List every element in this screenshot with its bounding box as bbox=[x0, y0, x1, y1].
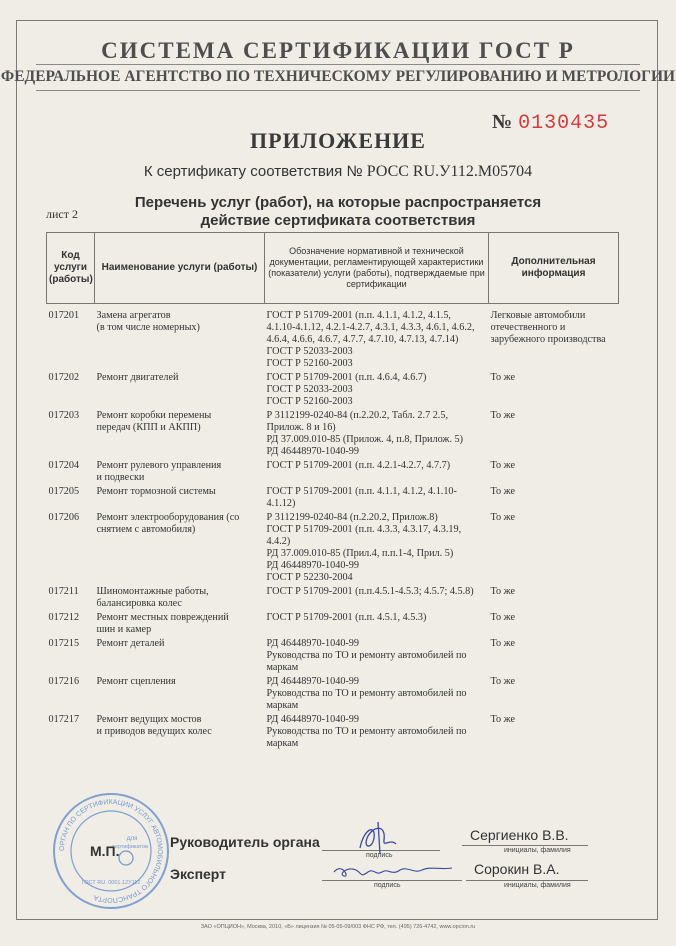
row-name bbox=[95, 371, 265, 409]
row-code: 017211 bbox=[48, 586, 79, 597]
row-name-line: балансировка колес bbox=[96, 598, 182, 609]
header-code: Код услуги (работы) bbox=[47, 233, 95, 304]
row-info bbox=[489, 459, 619, 485]
row-doc-line: Прилож. 8 и 16) bbox=[266, 422, 336, 433]
row-code: 017217 bbox=[48, 714, 80, 725]
appendix-title: ПРИЛОЖЕНИЕ bbox=[250, 128, 426, 153]
row-doc-line: РД 37.009.010-85 (Прилож. 4, п.8, Прилож. 5) bbox=[266, 434, 464, 445]
row-info-line: То же bbox=[490, 586, 516, 597]
row-info-line: То же bbox=[490, 714, 516, 725]
row-info bbox=[489, 585, 619, 611]
row-doc bbox=[265, 637, 489, 675]
stamp-emblem-icon bbox=[119, 851, 133, 865]
row-name-line: Ремонт рулевого управления bbox=[96, 460, 222, 471]
row-doc bbox=[265, 585, 489, 611]
row-info-line: То же bbox=[490, 676, 516, 687]
expert-name-line bbox=[466, 880, 588, 881]
row-code: 017203 bbox=[48, 410, 80, 421]
row-doc bbox=[265, 485, 489, 511]
row-doc-line: Руководства по ТО и ремонту автомобилей по bbox=[266, 726, 467, 737]
stamp-center-top: Для bbox=[126, 836, 138, 842]
header-name: Наименование услуги (работы) bbox=[95, 233, 265, 304]
row-doc-line: маркам bbox=[266, 700, 299, 711]
row-doc bbox=[265, 611, 489, 637]
table-row bbox=[47, 675, 619, 713]
row-name bbox=[95, 637, 265, 675]
expert-signature bbox=[330, 858, 460, 884]
head-signature-caption: подпись bbox=[366, 852, 393, 859]
row-info-line: То же bbox=[490, 460, 516, 471]
header-divider-bottom bbox=[36, 90, 640, 91]
services-table bbox=[46, 232, 619, 751]
stamp-center-mid: сертификатов bbox=[112, 844, 148, 850]
head-name: Сергиенко В.В. bbox=[470, 827, 569, 843]
expert-label: Эксперт bbox=[170, 866, 227, 882]
row-info-line: То же bbox=[490, 410, 516, 421]
form-number-label: № bbox=[492, 111, 513, 133]
expert-name: Сорокин В.А. bbox=[474, 861, 560, 877]
row-doc-line: РД 46448970-1040-99 bbox=[266, 714, 359, 725]
row-code: 017216 bbox=[48, 676, 80, 687]
row-doc-line: ГОСТ Р 52160-2003 bbox=[266, 358, 353, 369]
row-doc-line: ГОСТ Р 51709-2001 (п.п. 4.1.1, 4.1.2, 4.1.10- bbox=[266, 486, 457, 497]
printer-imprint: ЗАО «ОПЦИОН», Москва, 2010, «Б» лицензия № 05-05-09/003 ФНС РФ, тел. (495) 726-4742, www.opcion.ru bbox=[200, 924, 476, 930]
sheet-number: лист 2 bbox=[46, 207, 78, 221]
row-name bbox=[95, 459, 265, 485]
row-doc bbox=[265, 371, 489, 409]
row-info-line: зарубежного производства bbox=[490, 334, 606, 345]
table-row bbox=[47, 713, 619, 751]
header-doc: Обозначение нормативной и технической документации, регламентирующей характеристики (показатели) услуги (работы), подтверждаемые при сертификации bbox=[265, 233, 489, 304]
row-name-line: Ремонт деталей bbox=[96, 638, 165, 649]
row-doc-line: РД 46448970-1040-99 bbox=[266, 676, 359, 687]
row-name bbox=[95, 409, 265, 459]
services-list-title-line1: Перечень услуг (работ), на которые распространяется bbox=[134, 194, 542, 211]
row-doc-line: РД 46448970-1040-99 bbox=[266, 446, 359, 457]
row-name-line: и подвески bbox=[96, 472, 145, 483]
expert-signature-caption: подпись bbox=[374, 882, 401, 889]
row-code: 017212 bbox=[48, 612, 80, 623]
row-name bbox=[95, 675, 265, 713]
row-doc-line: РД 37.009.010-85 (Прил.4, п.п.1-4, Прил. 5) bbox=[266, 548, 454, 559]
row-code: 017204 bbox=[48, 460, 80, 471]
row-name-line: и приводов ведущих колес bbox=[96, 726, 212, 737]
row-doc-line: ГОСТ Р 51709-2001 (п.п. 4.5.1, 4.5.3) bbox=[266, 612, 427, 623]
head-signature bbox=[350, 818, 410, 858]
row-code: 017201 bbox=[48, 310, 80, 321]
system-title: СИСТЕМА СЕРТИФИКАЦИИ ГОСТ Р bbox=[101, 38, 575, 63]
row-info bbox=[489, 371, 619, 409]
row-name-line: Ремонт коробки перемены bbox=[96, 410, 212, 421]
row-name-line: (в том числе номерных) bbox=[96, 322, 200, 333]
head-of-body-label: Руководитель органа bbox=[170, 834, 320, 850]
certificate-number: РОСС RU.У112.М05704 bbox=[366, 163, 533, 180]
table-row bbox=[47, 611, 619, 637]
row-doc-line: РД 46448970-1040-99 bbox=[266, 638, 359, 649]
stamp-ring-text: ОРГАН ПО СЕРТИФИКАЦИИ УСЛУГ АВТОМОБИЛЬНОГО ТРАНСПОРТА bbox=[58, 798, 164, 904]
row-info bbox=[489, 637, 619, 675]
row-name bbox=[95, 304, 265, 372]
table-row bbox=[47, 485, 619, 511]
head-name-caption: инициалы, фамилия bbox=[504, 847, 571, 854]
row-doc-line: ГОСТ Р 52033-2003 bbox=[266, 346, 353, 357]
row-name-line: Ремонт местных повреждений bbox=[96, 612, 229, 623]
row-doc bbox=[265, 304, 489, 372]
services-list-title-line2: действие сертификата соответствия bbox=[200, 212, 476, 229]
row-doc-line: ГОСТ Р 52033-2003 bbox=[266, 384, 353, 395]
row-info bbox=[489, 304, 619, 372]
row-doc-line: Р 3112199-0240-84 (п.2.20.2, Прилож.8) bbox=[266, 512, 438, 523]
stamp-center-code: ГОСТ RU. 0001.12У112 bbox=[81, 880, 141, 886]
row-name-line: Ремонт сцепления bbox=[96, 676, 176, 687]
row-doc-line: 4.1.10-4.1.12, 4.2.1-4.2.7, 4.3.1, 4.3.3, 4.6.1, 4.6.2, bbox=[266, 322, 475, 333]
row-name bbox=[95, 485, 265, 511]
row-doc-line: ГОСТ Р 51709-2001 (п.п. 4.6.4, 4.6.7) bbox=[266, 372, 427, 383]
row-name bbox=[95, 585, 265, 611]
head-name-line bbox=[462, 845, 588, 846]
table-row bbox=[47, 637, 619, 675]
row-name bbox=[95, 713, 265, 751]
table-row bbox=[47, 459, 619, 485]
row-info bbox=[489, 409, 619, 459]
row-info-line: То же bbox=[490, 512, 516, 523]
row-name-line: Ремонт двигателей bbox=[96, 372, 179, 383]
row-doc bbox=[265, 713, 489, 751]
row-info bbox=[489, 511, 619, 585]
table-row bbox=[47, 511, 619, 585]
row-code: 017215 bbox=[48, 638, 80, 649]
row-name-line: передач (КПП и АКПП) bbox=[96, 422, 201, 433]
row-doc-line: Руководства по ТО и ремонту автомобилей по bbox=[266, 650, 467, 661]
row-info-line: Легковые автомобили bbox=[490, 310, 586, 321]
row-doc bbox=[265, 459, 489, 485]
row-info-line: отечественного и bbox=[490, 322, 566, 333]
row-info bbox=[489, 485, 619, 511]
row-doc-line: ГОСТ Р 52230-2004 bbox=[266, 572, 353, 583]
row-name-line: Ремонт ведущих мостов bbox=[96, 714, 202, 725]
header-divider-top bbox=[36, 64, 640, 65]
row-doc-line: маркам bbox=[266, 662, 299, 673]
certificate-reference bbox=[0, 163, 676, 181]
agency-title: ФЕДЕРАЛЬНОЕ АГЕНТСТВО ПО ТЕХНИЧЕСКОМУ РЕГУЛИРОВАНИЮ И МЕТРОЛОГИИ bbox=[0, 68, 676, 85]
row-doc-line: 4.6.4, 4.6.6, 4.6.7, 4.7.7, 4.7.10, 4.7.13, 4.7.14) bbox=[266, 334, 459, 345]
table-row bbox=[47, 371, 619, 409]
row-code: 017202 bbox=[48, 372, 80, 383]
header-info: Дополнительная информация bbox=[489, 233, 619, 304]
row-doc-line: РД 46448970-1040-99 bbox=[266, 560, 359, 571]
row-doc-line: Руководства по ТО и ремонту автомобилей по bbox=[266, 688, 467, 699]
row-info-line: То же bbox=[490, 372, 516, 383]
row-name-line: Ремонт тормозной системы bbox=[96, 486, 216, 497]
row-doc-line: 4.1.12) bbox=[266, 498, 296, 509]
row-info-line: То же bbox=[490, 612, 516, 623]
row-name bbox=[95, 511, 265, 585]
row-code: 017206 bbox=[48, 512, 80, 523]
row-doc-line: ГОСТ Р 52160-2003 bbox=[266, 396, 353, 407]
row-doc bbox=[265, 675, 489, 713]
row-code: 017205 bbox=[48, 486, 80, 497]
row-doc-line: ГОСТ Р 51709-2001 (п.п. 4.2.1-4.2.7, 4.7.7) bbox=[266, 460, 451, 471]
stamp-place-label: М.П. bbox=[90, 843, 120, 859]
row-name-line: Ремонт электрооборудования (со bbox=[96, 512, 240, 523]
row-name-line: Замена агрегатов bbox=[96, 310, 171, 321]
row-name-line: Шиномонтажные работы, bbox=[96, 586, 209, 597]
row-info-line: То же bbox=[490, 638, 516, 649]
row-doc-line: 4.4.2) bbox=[266, 536, 291, 547]
row-info bbox=[489, 713, 619, 751]
row-doc-line: ГОСТ Р 51709-2001 (п.п. 4.3.3, 4.3.17, 4.3.19, bbox=[266, 524, 462, 535]
row-doc-line: ГОСТ Р 51709-2001 (п.п.4.5.1-4.5.3; 4.5.7; 4.5.8) bbox=[266, 586, 474, 597]
table-row bbox=[47, 409, 619, 459]
row-info bbox=[489, 675, 619, 713]
row-doc-line: маркам bbox=[266, 738, 299, 749]
form-number-value: 0130435 bbox=[518, 112, 610, 135]
row-doc-line: Р 3112199-0240-84 (п.2.20.2, Табл. 2.7 2.5, bbox=[266, 410, 448, 421]
table-header-row bbox=[47, 233, 619, 304]
row-name-line: шин и камер bbox=[96, 624, 152, 635]
row-doc bbox=[265, 511, 489, 585]
expert-name-caption: инициалы, фамилия bbox=[504, 882, 571, 889]
table-row bbox=[47, 304, 619, 372]
row-info-line: То же bbox=[490, 486, 516, 497]
certificate-prefix: К сертификату соответствия № bbox=[143, 163, 363, 180]
row-name-line: снятием с автомобиля) bbox=[96, 524, 196, 535]
table-row bbox=[47, 585, 619, 611]
row-info bbox=[489, 611, 619, 637]
row-name bbox=[95, 611, 265, 637]
services-list-title bbox=[0, 194, 676, 230]
row-doc bbox=[265, 409, 489, 459]
row-doc-line: ГОСТ Р 51709-2001 (п.п. 4.1.1, 4.1.2, 4.1.5, bbox=[266, 310, 451, 321]
